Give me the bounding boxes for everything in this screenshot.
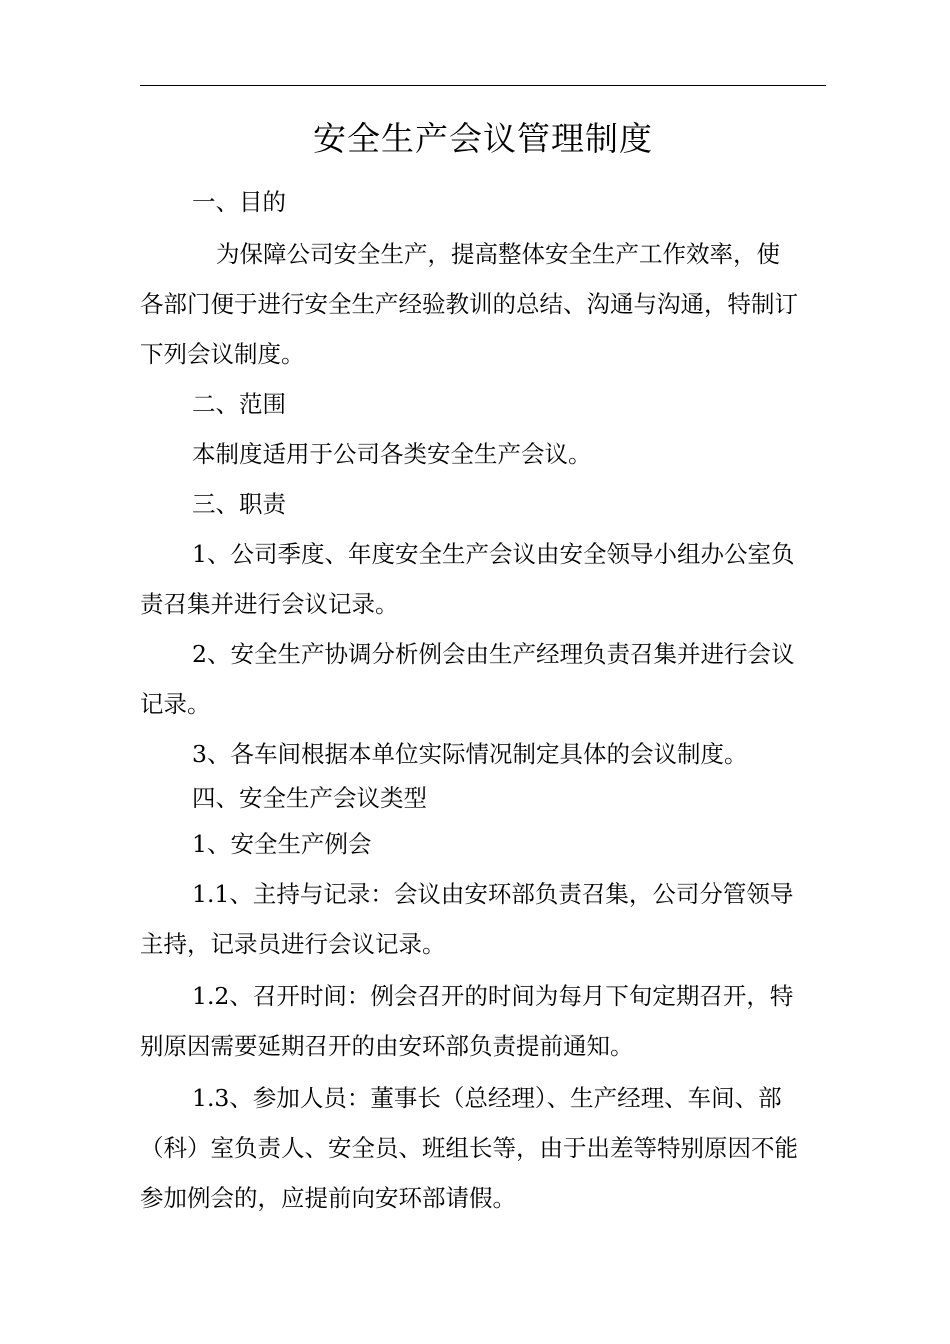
paragraph-line: 为保障公司安全生产，提高整体安全生产工作效率，使 [216, 240, 780, 268]
paragraph-line: 1.1、主持与记录：会议由安环部负责召集，公司分管领导 [192, 880, 794, 908]
paragraph-line: 责召集并进行会议记录。 [140, 590, 399, 618]
paragraph-line: 本制度适用于公司各类安全生产会议。 [192, 440, 592, 468]
section-heading-scope: 二、范围 [192, 390, 286, 418]
paragraph-line: 主持，记录员进行会议记录。 [140, 930, 446, 958]
paragraph-line: 记录。 [140, 690, 211, 718]
section-heading-purpose: 一、目的 [192, 188, 286, 216]
paragraph-line: 别原因需要延期召开的由安环部负责提前通知。 [140, 1032, 634, 1060]
paragraph-line: 2、安全生产协调分析例会由生产经理负责召集并进行会议 [192, 640, 795, 668]
paragraph-line: 1.2、召开时间：例会召开的时间为每月下旬定期召开，特 [192, 982, 794, 1010]
header-rule [140, 85, 826, 86]
paragraph-line: （科）室负责人、安全员、班组长等，由于出差等特别原因不能 [140, 1134, 798, 1162]
section-heading-duties: 三、职责 [192, 490, 286, 518]
paragraph-line: 1.3、参加人员：董事长（总经理）、生产经理、车间、部 [192, 1084, 782, 1112]
paragraph-line: 1、公司季度、年度安全生产会议由安全领导小组办公室负 [192, 540, 795, 568]
paragraph-line: 参加例会的，应提前向安环部请假。 [140, 1184, 516, 1212]
subsection-heading: 1、安全生产例会 [192, 830, 372, 858]
page-title: 安全生产会议管理制度 [313, 119, 653, 158]
section-heading-meeting-types: 四、安全生产会议类型 [192, 784, 427, 812]
paragraph-line: 各部门便于进行安全生产经验教训的总结、沟通与沟通，特制订 [140, 290, 798, 318]
paragraph-line: 3、各车间根据本单位实际情况制定具体的会议制度。 [192, 740, 748, 768]
paragraph-line: 下列会议制度。 [140, 340, 305, 368]
